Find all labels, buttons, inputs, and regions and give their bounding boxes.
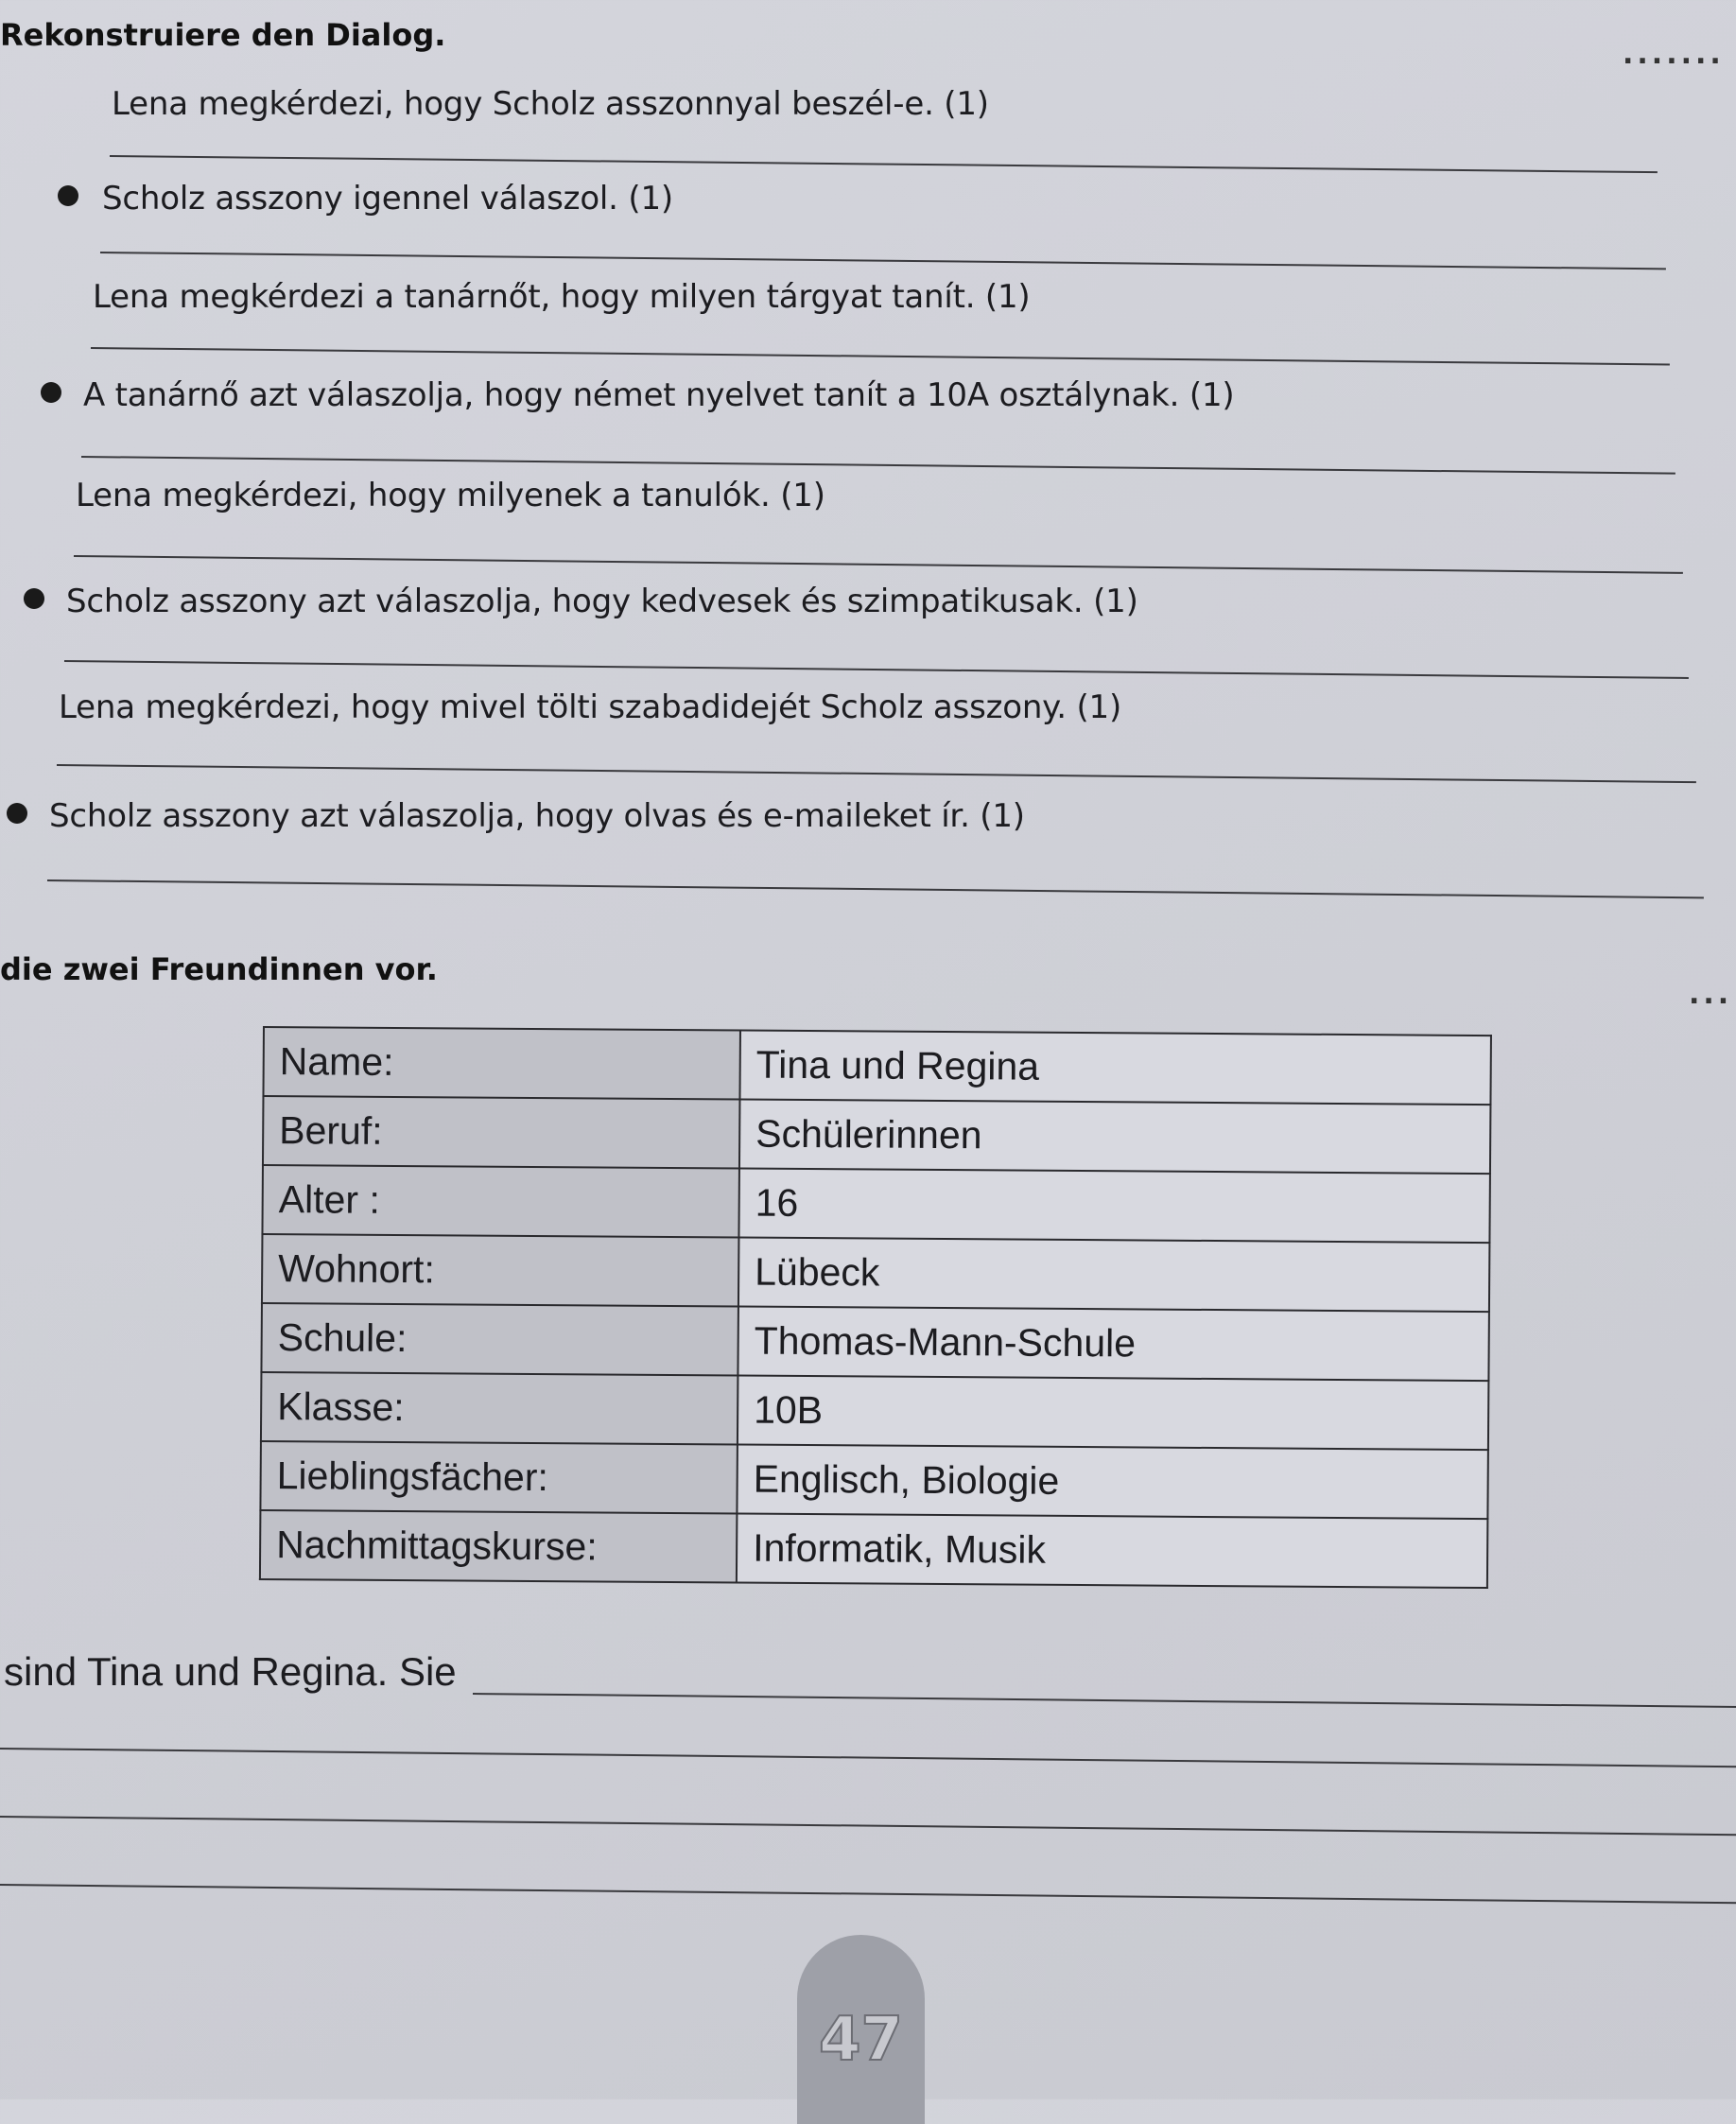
answer-line-7[interactable]	[57, 764, 1696, 783]
row-value: Englisch, Biologie	[737, 1445, 1487, 1520]
writing-prompt: sind Tina und Regina. Sie	[4, 1649, 457, 1694]
writing-line-1[interactable]	[473, 1693, 1736, 1708]
exercise-heading: Rekonstruiere den Dialog.	[0, 17, 446, 53]
dialog-line-2: Scholz asszony igennel válaszol. (1)	[102, 180, 673, 218]
answer-line-6[interactable]	[64, 660, 1689, 679]
dialog-line-1: Lena megkérdezi, hogy Scholz asszonnyal beszél-e. (1)	[112, 85, 989, 123]
row-value: 10B	[738, 1376, 1488, 1451]
row-label: Lieblingsfächer:	[260, 1441, 737, 1514]
bullet-icon	[41, 382, 61, 403]
row-label: Name:	[263, 1027, 739, 1100]
dialog-line-5: Lena megkérdezi, hogy milyenek a tanulók. (1)	[76, 477, 825, 514]
table-row	[262, 1234, 1489, 1312]
row-value: 16	[738, 1169, 1489, 1244]
row-label: Schule:	[261, 1303, 738, 1376]
answer-line-2[interactable]	[100, 252, 1666, 270]
answer-line-4[interactable]	[81, 456, 1675, 475]
dialog-line-6: Scholz asszony azt válaszolja, hogy kedvesek és szimpatikusak. (1)	[66, 583, 1138, 620]
answer-line-3[interactable]	[91, 347, 1670, 365]
row-label: Klasse:	[261, 1372, 738, 1445]
table-row	[260, 1510, 1487, 1588]
dialog-line-8: Scholz asszony azt válaszolja, hogy olvas és e-maileket ír. (1)	[49, 797, 1025, 835]
dialog-line-4: A tanárnő azt válaszolja, hogy német nyelvet tanít a 10A osztálynak. (1)	[83, 376, 1235, 414]
table-row	[263, 1027, 1490, 1105]
row-value: Informatik, Musik	[737, 1514, 1487, 1589]
page-number: 47	[818, 2005, 904, 2075]
info-table	[259, 1026, 1492, 1589]
row-label: Beruf:	[263, 1096, 739, 1169]
dialog-line-7: Lena megkérdezi, hogy mivel tölti szabadidejét Scholz asszony. (1)	[59, 688, 1122, 726]
row-label: Nachmittagskurse:	[260, 1510, 737, 1583]
writing-line-2[interactable]	[0, 1748, 1736, 1767]
bullet-icon	[58, 185, 78, 206]
table-row	[261, 1372, 1488, 1450]
points-dots: .......	[1623, 38, 1725, 71]
dialog-line-3: Lena megkérdezi a tanárnőt, hogy milyen tárgyat tanít. (1)	[93, 278, 1031, 316]
bullet-icon	[7, 803, 27, 824]
row-value: Tina und Regina	[739, 1031, 1490, 1106]
row-value: Thomas-Mann-Schule	[738, 1307, 1488, 1382]
bullet-icon	[24, 588, 44, 609]
points-dots: ...	[1689, 978, 1733, 1011]
exercise-heading: die zwei Freundinnen vor.	[0, 951, 438, 987]
row-value: Schülerinnen	[739, 1100, 1490, 1175]
answer-line-1[interactable]	[110, 155, 1658, 173]
writing-line-4[interactable]	[0, 1884, 1736, 1904]
table-row	[260, 1441, 1487, 1519]
table-row	[262, 1165, 1489, 1243]
answer-line-5[interactable]	[74, 555, 1683, 574]
row-value: Lübeck	[738, 1238, 1489, 1313]
answer-line-8[interactable]	[47, 879, 1704, 898]
table-row	[263, 1096, 1490, 1174]
writing-line-3[interactable]	[0, 1816, 1736, 1836]
row-label: Alter :	[262, 1165, 738, 1238]
row-label: Wohnort:	[262, 1234, 738, 1307]
table-row	[261, 1303, 1488, 1381]
